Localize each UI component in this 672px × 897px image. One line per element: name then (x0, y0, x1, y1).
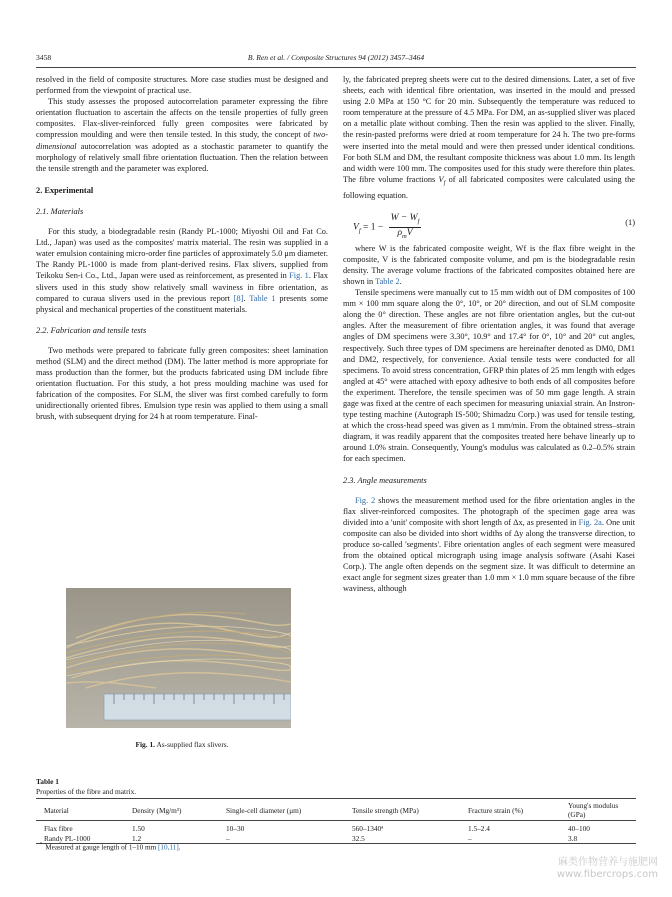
table-link[interactable]: Table 1 (249, 293, 276, 303)
running-header (36, 53, 636, 65)
column-header: Density (Mg/m³) (124, 800, 218, 821)
paragraph: Fig. 2 shows the measurement method used for the fibre orientation angles in the flax sliver-reinforced composites. The photograph of the specimen gage area was divided into a 'unit' composite with short length of Δx, as presented in Fig. 2a. One unit composite can also be divided into short widths of Δy along the transverse direction, to produce so-called 'segments'. Fibre orientation angles of each segment were measured from the obtained optical micrograph using image analysis software (Asahi Kasei Corp.). The angle often depends on the segment size. It was difficult to determine an exact angle for segment sizes greater than 1.0 mm × 1.0 mm square because of the fibre waviness, although (343, 495, 635, 594)
flax-sliver-photo (66, 588, 291, 728)
table-top-rule (36, 798, 636, 799)
page-number: 3458 (36, 53, 52, 62)
column-header: Material (36, 800, 124, 821)
left-column (36, 74, 328, 423)
figure-caption: Fig. 1. As-supplied flax slivers. (135, 740, 229, 749)
table-caption: Table 1 Properties of the fibre and matrix. (36, 777, 137, 796)
paragraph: ly, the fabricated prepreg sheets were cut to the desired dimensions. Later, a set of five sheets, each with identical fibre orientation, was inserted in the mould and pressed using 2.0 MPa at 150 °C for 20 min. Subsequently the temperature was reduced to room temperature at the pressure of 4.5 MPa. For DM, an as-supplied sliver was placed on a metallic plate without combing. Then the resin was applied to the sliver. Finally, the resin-pasted preforms were dried at room temperature for 24 h. The two pre-forms were inserted into the metal mould and were then pressed under identical conditions. For both SLM and DM, the resultant composite thickness was about 1.0 mm. Its length and width were 100 mm. The composites used for this study were therefore thin plates. The fibre volume fractions $V_f$ of all fabricated composites were calculated using the following equation. (343, 75, 635, 200)
header-rule (36, 67, 636, 68)
column-header: Single-cell diameter (μm) (218, 800, 344, 821)
paragraph: For this study, a biodegradable resin (Randy PL-1000; Miyoshi Oil and Fat Co. Ltd., Japan) was used as the composites' matrix material. The resin was supplied in a water emulsion containing micro-order fine particles of approximately 5.0 μm diameter. The Randy PL-1000 is made from plant-derived resins. Flax slivers, supplied from Teikoku Sen-i Co., Ltd., Japan were used as reinforcement, as presented in Fig. 1. Flax slivers used in this study show relatively small waviness in fibre orientation, as compared to curaua slivers used in the previous report [8]. Table 1 presents some physical and mechanical properties of the constituent materials. (36, 227, 328, 314)
figure-link[interactable]: Fig. 1 (289, 271, 309, 281)
journal-citation: B. Ren et al. / Composite Structures 94 (2012) 3457–3464 (247, 53, 425, 62)
table-footnote: $^ª$ Measured at gauge length of 1–10 mm [10,11]. (40, 842, 181, 852)
right-column (343, 74, 635, 595)
paragraph: resolved in the field of composite structures. More case studies must be designed and performed from the viewpoint of practical use. (36, 75, 328, 96)
column-header: Fracture strain (%) (460, 800, 560, 821)
figure-link[interactable]: Fig. 2 (355, 495, 376, 505)
column-header: Young's modulus (GPa) (560, 800, 636, 821)
paragraph: Tensile specimens were manually cut to 15 mm width out of DM composites of 100 mm × 100 mm square along the 0°, 10°, or 20° direction, and out of SLM composite along the 0° direction. These angles are not fibre orientation angles, but the cut-out angles. After the measurement of fibre orientation angles, it was found that average angles of DM specimens were 3.30°, 10.9° and 17.4° for 0°, 10° and 20° cut angles, respectively. Such three types of DM specimens are hereinafter denoted as DM0, DM1 and DM2, respectively, for convenience. Axial tensile tests were conducted for all specimens. To avoid stress concentration, GFRP thin plates of 25 mm length with edges angled at 45° were attached with epoxy adhesive to both ends of all composites before the experiment. Therefore, the tensile specimen was of 50 mm gage length. A strain gage was fixed at the centre of each specimen for measuring uniaxial strain. An Instron-type testing machine (Autograph IS-500; Shimadzu Corp.) was used for tensile testing, at which the cross-head speed was given as 1 mm/min. From the obtained stress–strain diagram, it was readily apparent that the composites treated here behave linearly up to around 1.0% strain. Consequently, Young's modulus was calculated as 0.2–0.5% strain for each specimen. (343, 288, 635, 464)
column-header: Tensile strength (MPa) (344, 800, 460, 821)
paragraph: Two methods were prepared to fabricate fully green composites: sheet lamination method (SLM) and the direct method (DM). The latter method is more appropriate for mass production than the former, but the products fabricated using DM include fibre orientation fluctuation. For this study, a hot press moulding machine was used for fabrication of the composites. For SLM, the sliver was first combed carefully to form unidirectionally oriented fibres. Emulsion type resin was applied to them using a small brush, with subsequent drying for 24 h at room temperature. Final- (36, 345, 328, 422)
reference-link[interactable]: [8] (233, 293, 244, 303)
table-header-row (36, 800, 636, 821)
table-row: Flax fibre 1.50 10–30 560–1340ª 1.5–2.4 40–100 (44, 824, 590, 833)
properties-table (36, 800, 636, 844)
paragraph: where W is the fabricated composite weight, Wf is the flax fibre weight in the composite, V is the fabricated composite volume, and ρm is the biodegradable resin density. The average volume fractions of the fabricated composites obtained here are shown in Table 2. (343, 243, 635, 286)
subsection-heading: 2.1. Materials (36, 206, 84, 216)
figure-link[interactable]: Fig. 2a (578, 517, 602, 527)
section-heading: 2. Experimental (36, 185, 94, 195)
equation-number: (1) (625, 217, 635, 227)
reference-link[interactable]: [10,11] (158, 843, 179, 852)
equation-1: $V_f = 1$ − $\frac{W - W_f}{\rho_mV}$ (1) (353, 212, 635, 240)
table-row: Randy PL-1000 1.2 – 32.5 – 3.8 (36, 834, 636, 844)
paragraph: This study assesses the proposed autocorrelation parameter expressing the fibre orientation fluctuation to ascertain the affects on the tensile properties of fully green composites. Flax-sliver-reinforced fully green composites were fabricated by compression moulding and were then tensile tested. In this study, the concept of two-dimensional autocorrelation was adopted as a stochastic parameter to quantify the morphology of relatively small fibre orientation fluctuation. Then the relation between the tensile strength and the parameter was explored. (36, 97, 328, 173)
watermark: 麻类作物营养与施肥网 www.fibercrops.com (556, 857, 658, 880)
table-link[interactable]: Table 2 (375, 276, 400, 286)
subsection-heading: 2.2. Fabrication and tensile tests (36, 325, 147, 335)
subsection-heading: 2.3. Angle measurements (343, 475, 427, 485)
